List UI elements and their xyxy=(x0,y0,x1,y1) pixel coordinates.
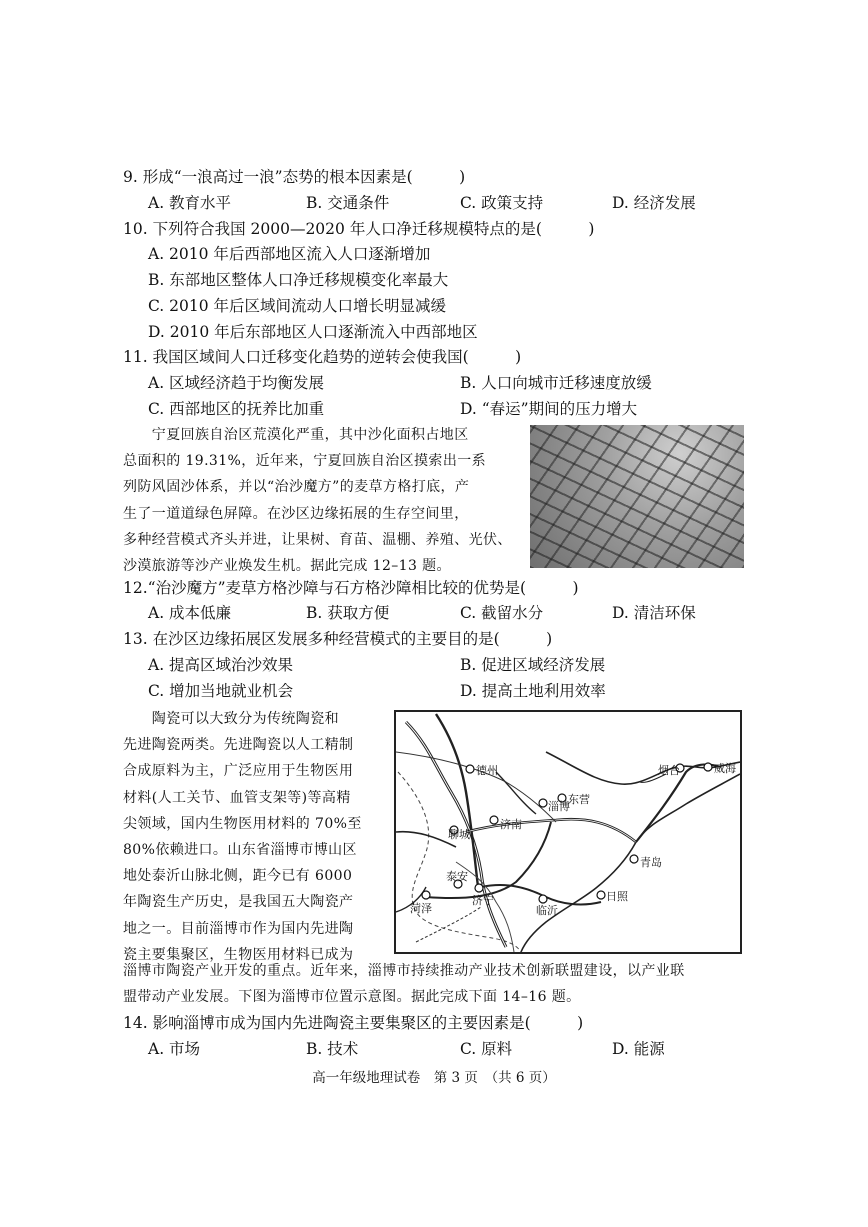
q14-option-c: C. 原料 xyxy=(460,1040,513,1058)
q10-option-c: C. 2010 年后区域间流动人口增长明显减缓 xyxy=(148,297,447,315)
q9-option-a: A. 教育水平 xyxy=(148,194,232,212)
q9-option-b: B. 交通条件 xyxy=(306,194,390,212)
q13-option-b: B. 促进区域经济发展 xyxy=(460,656,606,674)
q10-option-a: A. 2010 年后西部地区流入人口逐渐增加 xyxy=(148,245,431,263)
passage-line: 陶瓷可以大致分为传统陶瓷和 xyxy=(123,711,339,727)
q9-stem: 9. 形成“一浪高过一浪”态势的根本因素是( ) xyxy=(123,168,466,186)
map-label-zibo: 淄博 xyxy=(548,800,570,813)
passage-line: 地之一。目前淄博市作为国内先进陶 xyxy=(123,920,354,937)
map-label-liaocheng: 聊城 xyxy=(448,828,470,841)
q11-option-c: C. 西部地区的抚养比加重 xyxy=(148,400,325,418)
q12-option-a: A. 成本低廉 xyxy=(148,604,232,622)
passage-line: 瓷主要集聚区，生物医用材料已成为 xyxy=(123,946,354,963)
q11-option-d: D. “春运”期间的压力增大 xyxy=(460,400,638,418)
q12-option-d: D. 清洁环保 xyxy=(612,604,696,622)
q11-stem: 11. 我国区域间人口迁移变化趋势的逆转会使我国( ) xyxy=(123,348,522,366)
q13-option-c: C. 增加当地就业机会 xyxy=(148,682,294,700)
passage-line: 80%依赖进口。山东省淄博市博山区 xyxy=(123,842,357,859)
q14-option-a: A. 市场 xyxy=(148,1040,201,1058)
passage-line: 沙漠旅游等沙产业焕发生机。据此完成 12–13 题。 xyxy=(123,558,451,575)
map-label-dongying: 东营 xyxy=(568,793,590,806)
q10-option-d: D. 2010 年后东部地区人口逐渐流入中西部地区 xyxy=(148,323,478,341)
passage-line: 总面积的 19.31%，近年来，宁夏回族自治区摸索出一系 xyxy=(123,453,487,470)
passage-line: 列防风固沙体系，并以“治沙魔方”的麦草方格打底，产 xyxy=(123,479,470,496)
map-label-weihai: 威海 xyxy=(714,762,736,775)
q12-option-c: C. 截留水分 xyxy=(460,604,544,622)
map-label-qingdao: 青岛 xyxy=(640,856,662,869)
q11-option-a: A. 区域经济趋于均衡发展 xyxy=(148,374,325,392)
q12-stem: 12.“治沙魔方”麦草方格沙障与石方格沙障相比较的优势是( ) xyxy=(123,579,579,597)
map-label-heze: 菏泽 xyxy=(410,902,432,915)
passage-line: 多种经营模式齐头并进，让果树、育苗、温棚、养殖、光伏、 xyxy=(123,531,512,548)
zibo-location-map xyxy=(394,710,742,954)
passage-ningxia xyxy=(123,422,523,579)
map-label-jining: 济宁 xyxy=(472,894,494,907)
q14-option-d: D. 能源 xyxy=(612,1040,665,1058)
map-svg xyxy=(396,712,740,952)
q10-stem: 10. 下列符合我国 2000—2020 年人口净迁移规模特点的是( ) xyxy=(123,220,595,238)
q13-option-a: A. 提高区域治沙效果 xyxy=(148,656,294,674)
page-footer: 高一年级地理试卷 第 3 页 （共 6 页） xyxy=(312,1070,556,1086)
straw-checkerboard-photo xyxy=(530,425,744,568)
q9-option-c: C. 政策支持 xyxy=(460,194,544,212)
map-label-linyi: 临沂 xyxy=(536,904,558,917)
q9-option-d: D. 经济发展 xyxy=(612,194,696,212)
passage-line: 淄博市陶瓷产业开发的重点。近年来，淄博市持续推动产业技术创新联盟建设，以产业联 xyxy=(123,963,685,979)
q14-option-b: B. 技术 xyxy=(306,1040,359,1058)
passage-ceramics xyxy=(123,706,388,968)
passage-line: 尖领域，国内生物医用材料的 70%至 xyxy=(123,815,362,832)
passage-line: 地处泰沂山脉北侧，距今已有 6000 xyxy=(123,868,353,885)
passage-line: 宁夏回族自治区荒漠化严重，其中沙化面积占地区 xyxy=(123,427,469,443)
map-label-taian: 泰安 xyxy=(446,870,468,883)
passage-line: 年陶瓷生产历史，是我国五大陶瓷产 xyxy=(123,894,354,911)
q14-stem: 14. 影响淄博市成为国内先进陶瓷主要集聚区的主要因素是( ) xyxy=(123,1014,584,1032)
q10-option-b: B. 东部地区整体人口净迁移规模变化率最大 xyxy=(148,271,449,289)
passage-line: 先进陶瓷两类。先进陶瓷以人工精制 xyxy=(123,737,354,754)
q12-option-b: B. 获取方便 xyxy=(306,604,390,622)
map-label-rizhao: 日照 xyxy=(606,890,628,903)
passage-line: 合成原料为主，广泛应用于生物医用 xyxy=(123,763,354,780)
q13-stem: 13. 在沙区边缘拓展区发展多种经营模式的主要目的是( ) xyxy=(123,630,553,648)
passage-line: 盟带动产业发展。下图为淄博市位置示意图。据此完成下面 14–16 题。 xyxy=(123,989,581,1006)
passage-line: 材料(人工关节、血管支架等)等高精 xyxy=(123,789,351,806)
q11-option-b: B. 人口向城市迁移速度放缓 xyxy=(460,374,652,392)
map-label-jinan: 济南 xyxy=(500,818,522,831)
passage-ceramics-continued xyxy=(123,958,748,1010)
map-label-dezhou: 德州 xyxy=(476,764,498,777)
map-label-yantai: 烟台 xyxy=(658,764,680,777)
q13-option-d: D. 提高土地利用效率 xyxy=(460,682,606,700)
passage-line: 生了一道道绿色屏障。在沙区边缘拓展的生存空间里， xyxy=(123,505,469,522)
